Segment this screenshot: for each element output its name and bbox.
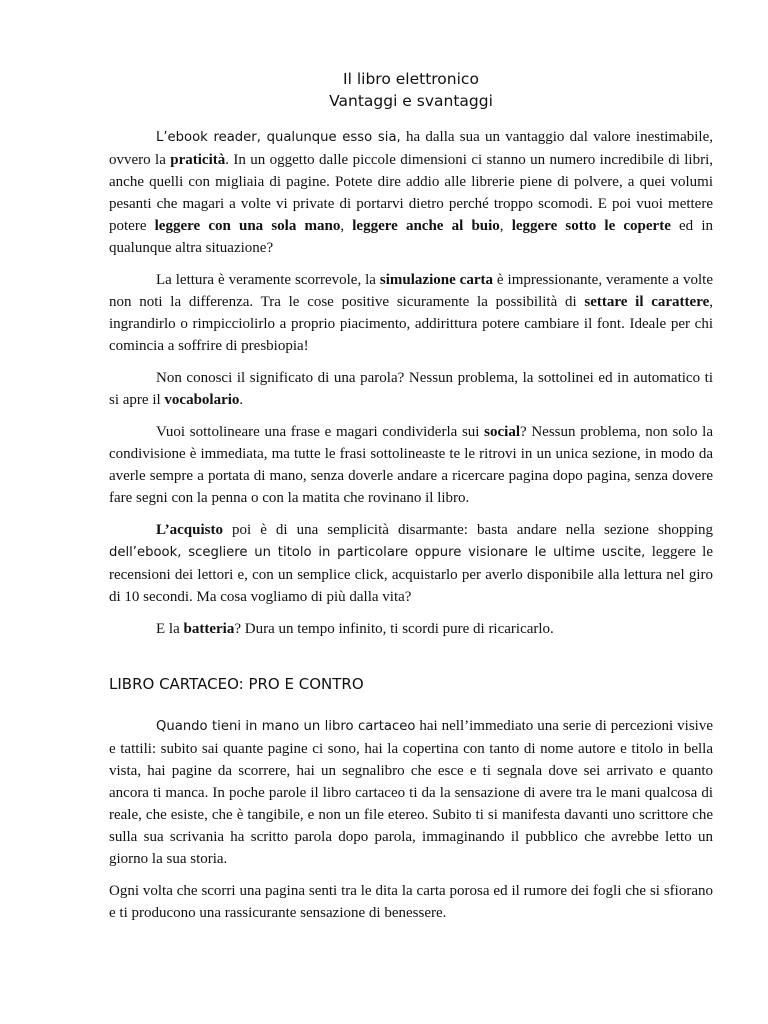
paragraph-vocabolario: Non conosci il significato di una parola? Nessun problema, la sottolinei ed in automatico ti si apre il vocabolario. — [109, 370, 713, 408]
paragraph-praticita: L’ebook reader, qualunque esso sia, ha dalla sua un vantaggio dal valore inestimabile, ovvero la praticità. In un oggetto dalle piccole dimensioni ci stanno un numero incredibile di libri, anche quelli con migliaia di pagine. Potete dire addio alle librerie piene di polvere, a quei volumi pesanti che magari a volte vi private di portarvi dietro perché troppo scomodi. E poi vuoi mettere potere leggere con una sola mano, leggere anche al buio, leggere sotto le coperte ed in qualunque altra situazione? — [109, 129, 714, 256]
document-title — [109, 68, 713, 112]
paragraph-acquisto: L’acquisto poi è di una semplicità disarmante: basta andare nella sezione shopping dell’ebook, scegliere un titolo in particolare oppure visionare le ultime uscite, leggere le recensioni dei lettori e, con un semplice click, acquistarlo per averlo disponibile alla lettura nel giro di 10 secondi. Ma cosa vogliamo di più dalla vita? — [109, 522, 714, 605]
title-line-2: Vantaggi e svantaggi — [329, 92, 493, 110]
paragraph-libro-cartaceo: Quando tieni in mano un libro cartaceo hai nell’immediato una serie di percezioni visive e tattili: subito sai quante pagine ci sono, hai la copertina con tanto di nome autore e titolo in bella vista, hai pagine da scorrere, hai un segnalibro che esce e ti segnala dove sei arrivato e quanto ancora ti manca. In poche parole il libro cartaceo ti da la sensazione di avere tra le mani qualcosa di reale, che esiste, che è tangibile, e non un file etereo. Subito ti si manifesta davanti uno scrittore che sulla sua scrivania ha scritto parola dopo parola, immaginando il pubblico che avrebbe letto un giorno la sua storia. — [109, 718, 713, 867]
paragraph-batteria: E la batteria? Dura un tempo infinito, ti scordi pure di ricaricarlo. — [156, 621, 554, 637]
paragraph-pagina: Ogni volta che scorri una pagina senti tra le dita la carta porosa ed il rumore dei fogli che si sfiorano e ti producono una rassicurante sensazione di benessere. — [109, 883, 713, 921]
paragraph-simulazione-carta: La lettura è veramente scorrevole, la simulazione carta è impressionante, veramente a volte non noti la differenza. Tra le cose positive sicuramente la possibilità di settare il carattere, ingrandirlo o rimpicciolirlo a proprio piacimento, addirittura potere cambiare il font. Ideale per chi comincia a soffrire di presbiopia! — [109, 272, 714, 354]
section-heading: LIBRO CARTACEO: PRO E CONTRO — [109, 675, 364, 693]
paragraph-social: Vuoi sottolineare una frase e magari condividerla sui social? Nessun problema, non solo la condivisione è immediata, ma tutte le frasi sottolineaste te le ritrovi in un unica sezione, in modo da averle sempre a portata di mano, senza doverle andare a ricercare pagina dopo pagina, senza dovere fare segni con la penna o con la matita che rovinano il libro. — [109, 424, 713, 506]
title-line-1: Il libro elettronico — [343, 70, 479, 88]
